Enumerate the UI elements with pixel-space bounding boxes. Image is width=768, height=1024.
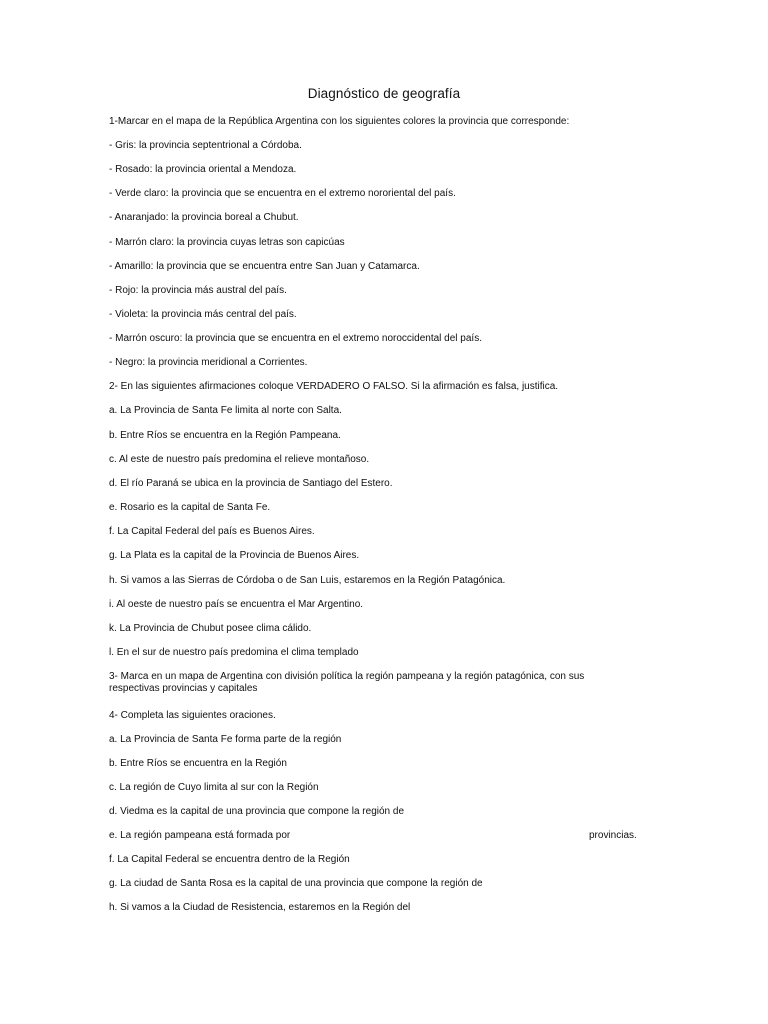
q2-item-a: a. La Provincia de Santa Fe limita al norte con Salta. bbox=[109, 405, 342, 416]
q2-item-k: k. La Provincia de Chubut posee clima cálido. bbox=[109, 623, 312, 634]
q1-item-rosado: - Rosado: la provincia oriental a Mendoza. bbox=[109, 164, 297, 175]
q4-item-f: f. La Capital Federal se encuentra dentro de la Región bbox=[109, 854, 350, 865]
q2-item-d: d. El río Paraná se ubica en la provincia de Santiago del Estero. bbox=[109, 478, 393, 489]
q2-item-f: f. La Capital Federal del país es Buenos Aires. bbox=[109, 526, 315, 537]
q4-item-d: d. Viedma es la capital de una provincia que compone la región de bbox=[109, 806, 405, 817]
q2-item-i: i. Al oeste de nuestro país se encuentra el Mar Argentino. bbox=[109, 599, 364, 610]
question-2-prompt: 2- En las siguientes afirmaciones coloque VERDADERO O FALSO. Si la afirmación es falsa, justifica. bbox=[109, 381, 559, 392]
q4-item-e-suffix: provincias. bbox=[589, 830, 637, 841]
q1-item-rojo: - Rojo: la provincia más austral del país. bbox=[109, 285, 287, 296]
q4-item-g: g. La ciudad de Santa Rosa es la capital de una provincia que compone la región de bbox=[109, 878, 483, 889]
q1-item-anaranjado: - Anaranjado: la provincia boreal a Chubut. bbox=[109, 212, 299, 223]
question-1-prompt: 1-Marcar en el mapa de la República Argentina con los siguientes colores la provincia que corresponde: bbox=[109, 116, 570, 127]
q1-item-gris: - Gris: la provincia septentrional a Córdoba. bbox=[109, 140, 302, 151]
q4-item-a: a. La Provincia de Santa Fe forma parte de la región bbox=[109, 734, 342, 745]
q2-item-l: l. En el sur de nuestro país predomina el clima templado bbox=[109, 647, 359, 658]
q2-item-g: g. La Plata es la capital de la Provincia de Buenos Aires. bbox=[109, 550, 360, 561]
q4-item-b: b. Entre Ríos se encuentra en la Región bbox=[109, 758, 287, 769]
q1-item-amarillo: - Amarillo: la provincia que se encuentra entre San Juan y Catamarca. bbox=[109, 261, 420, 272]
q1-item-violeta: - Violeta: la provincia más central del país. bbox=[109, 309, 297, 320]
q1-item-marron-claro: - Marrón claro: la provincia cuyas letras son capicúas bbox=[109, 237, 345, 248]
q4-item-c: c. La región de Cuyo limita al sur con la Región bbox=[109, 782, 319, 793]
question-4-prompt: 4- Completa las siguientes oraciones. bbox=[109, 710, 276, 721]
q2-item-e: e. Rosario es la capital de Santa Fe. bbox=[109, 502, 271, 513]
q1-item-verde-claro: - Verde claro: la provincia que se encuentra en el extremo nororiental del país. bbox=[109, 188, 456, 199]
q1-item-negro: - Negro: la provincia meridional a Corrientes. bbox=[109, 357, 308, 368]
q4-item-e: e. La región pampeana está formada por bbox=[109, 830, 291, 841]
document-title: Diagnóstico de geografía bbox=[307, 86, 461, 101]
q4-item-h: h. Si vamos a la Ciudad de Resistencia, estaremos en la Región del bbox=[109, 902, 411, 913]
q2-item-b: b. Entre Ríos se encuentra en la Región Pampeana. bbox=[109, 430, 341, 441]
question-3-prompt: 3- Marca en un mapa de Argentina con división política la región pampeana y la región patagónica, con sus respectivas provincias y capitales bbox=[109, 671, 585, 694]
q2-item-h: h. Si vamos a las Sierras de Córdoba o de San Luis, estaremos en la Región Patagónica. bbox=[109, 575, 506, 586]
q1-item-marron-oscuro: - Marrón oscuro: la provincia que se encuentra en el extremo noroccidental del país. bbox=[109, 333, 482, 344]
q2-item-c: c. Al este de nuestro país predomina el relieve montañoso. bbox=[109, 454, 370, 465]
